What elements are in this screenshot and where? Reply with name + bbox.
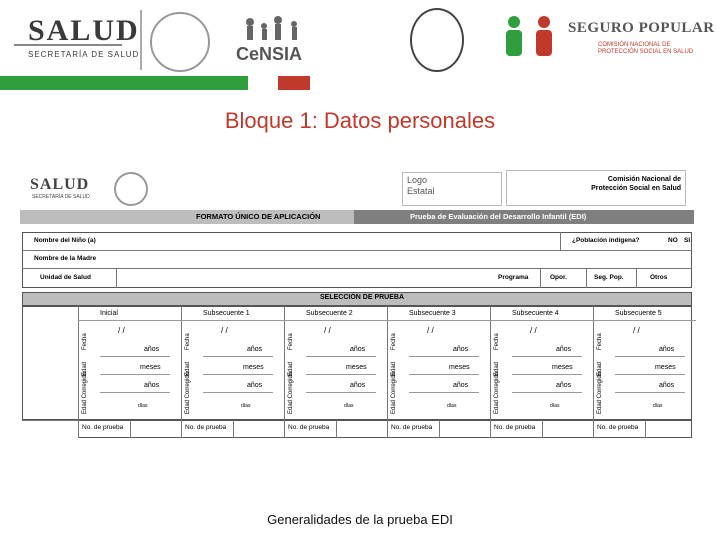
column-divider [490, 306, 491, 438]
fecha-vertical-label: Fecha [82, 333, 88, 350]
corregida-line [409, 392, 479, 393]
mexico-seal-icon [150, 12, 210, 72]
page-title: Bloque 1: Datos personales [224, 108, 496, 133]
form-salud-logo: SALUD [30, 176, 90, 193]
form-seal-icon [114, 172, 148, 206]
column-title-line [181, 320, 284, 321]
unidad-col-line [116, 268, 117, 288]
column-title-line [490, 320, 593, 321]
date-slashes: / / [530, 326, 537, 335]
test-grid [22, 306, 692, 420]
date-slashes: / / [221, 326, 228, 335]
anos-label: años [453, 346, 469, 353]
seleccion-label: SELECCIÓN DE PRUEBA [320, 294, 405, 301]
poblacion-label: ¿Población indígena? [572, 237, 640, 244]
meses-label: meses [655, 364, 676, 371]
seguro-popular-figures-icon [500, 14, 564, 58]
anos-corregida-label: años [556, 382, 572, 389]
corregida-line [615, 392, 685, 393]
formato-label: FORMATO ÚNICO DE APLICACIÓN [196, 212, 321, 221]
anos-corregida-label: años [247, 382, 263, 389]
slide-caption: Generalidades de la prueba EDI [267, 512, 453, 527]
no-prueba-label: No. de prueba [82, 424, 124, 431]
salud-logo-subtitle: SECRETARÍA DE SALUD [28, 50, 140, 59]
anos-label: años [247, 346, 263, 353]
anos-corregida-label: años [144, 382, 160, 389]
edad-vertical-label: Edad [391, 361, 397, 376]
prueba-column-title: Subsecuente 3 [409, 310, 456, 317]
no-prueba-label: No. de prueba [185, 424, 227, 431]
prueba-column-title: Subsecuente 5 [615, 310, 662, 317]
edad-vertical-label: Edad [288, 361, 294, 376]
date-slashes: / / [324, 326, 331, 335]
no-prueba-divider [645, 420, 646, 438]
si-label: SI [684, 237, 691, 244]
edad-corregida-vertical-label: Edad Corregida [185, 371, 191, 414]
meses-line [615, 374, 685, 375]
column-divider [284, 306, 285, 438]
column-title-line [284, 320, 387, 321]
dias-label: días [241, 403, 251, 409]
no-prueba-label: No. de prueba [391, 424, 433, 431]
anos-label: años [556, 346, 572, 353]
dias-label: días [447, 403, 457, 409]
fecha-vertical-label: Fecha [288, 333, 294, 350]
corregida-line [100, 392, 170, 393]
red-bar-segment [278, 76, 310, 90]
edi-form [20, 166, 694, 440]
corregida-line [512, 392, 582, 393]
column-divider [593, 306, 594, 438]
institution-seal-icon [410, 8, 464, 72]
opor-label: Opor. [550, 274, 567, 281]
edad-vertical-label: Edad [82, 361, 88, 376]
unidad-label: Unidad de Salud [40, 274, 91, 281]
no-label: NO [668, 237, 678, 244]
prueba-column-title: Subsecuente 4 [512, 310, 559, 317]
anos-corregida-label: años [453, 382, 469, 389]
anos-label: años [659, 346, 675, 353]
fecha-vertical-label: Fecha [494, 333, 500, 350]
anos-label: años [144, 346, 160, 353]
column-title-line [78, 320, 181, 321]
edad-line [409, 356, 479, 357]
meses-label: meses [449, 364, 470, 371]
nombre-madre-label: Nombre de la Madre [34, 255, 97, 262]
date-slashes: / / [633, 326, 640, 335]
form-salud-sub: SECRETARÍA DE SALUD [32, 194, 90, 200]
fecha-vertical-label: Fecha [185, 333, 191, 350]
corregida-line [306, 392, 376, 393]
no-prueba-label: No. de prueba [597, 424, 639, 431]
dias-label: días [344, 403, 354, 409]
column-divider [387, 306, 388, 438]
column-divider [181, 306, 182, 438]
id-col-line [560, 232, 561, 250]
fecha-vertical-label: Fecha [597, 333, 603, 350]
opor-col-line [586, 268, 587, 288]
meses-label: meses [346, 364, 367, 371]
programa-col-line [540, 268, 541, 288]
censia-figures-icon [240, 16, 310, 46]
anos-label: años [350, 346, 366, 353]
seguro-popular-sub1: COMISIÓN NACIONAL DE [598, 42, 671, 48]
corregida-line [203, 392, 273, 393]
edad-corregida-vertical-label: Edad Corregida [597, 371, 603, 414]
dias-label: días [653, 403, 663, 409]
edad-vertical-label: Edad [494, 361, 500, 376]
prueba-column-title: Subsecuente 2 [306, 310, 353, 317]
no-prueba-label: No. de prueba [288, 424, 330, 431]
fecha-vertical-label: Fecha [391, 333, 397, 350]
prueba-column-title: Subsecuente 1 [203, 310, 250, 317]
id-row-line-2 [22, 268, 692, 269]
edad-line [615, 356, 685, 357]
column-divider [78, 306, 79, 438]
no-prueba-divider [439, 420, 440, 438]
date-slashes: / / [118, 326, 125, 335]
dias-label: días [138, 403, 148, 409]
edad-line [306, 356, 376, 357]
no-prueba-divider [233, 420, 234, 438]
anos-corregida-label: años [350, 382, 366, 389]
edad-vertical-label: Edad [185, 361, 191, 376]
meses-line [409, 374, 479, 375]
header-divider [140, 10, 142, 70]
otros-label: Otros [650, 274, 668, 281]
seg-pop-label: Seg. Pop. [594, 274, 624, 281]
meses-line [100, 374, 170, 375]
no-prueba-divider [542, 420, 543, 438]
edad-line [203, 356, 273, 357]
meses-label: meses [140, 364, 161, 371]
seguro-popular-sub2: PROTECCIÓN SOCIAL EN SALUD [598, 49, 694, 55]
seguro-popular-logo: SEGURO POPULAR [568, 20, 715, 36]
anos-corregida-label: años [659, 382, 675, 389]
nombre-nino-label: Nombre del Niño (a) [34, 237, 96, 244]
edad-corregida-vertical-label: Edad Corregida [391, 371, 397, 414]
programa-label: Programa [498, 274, 529, 281]
white-bar-segment [248, 76, 278, 90]
seg-pop-col-line [636, 268, 637, 288]
no-prueba-divider [130, 420, 131, 438]
prueba-column-title: Inicial [100, 310, 118, 317]
date-slashes: / / [427, 326, 434, 335]
meses-line [203, 374, 273, 375]
logo-estatal-box: Logo Estatal [402, 172, 502, 206]
edad-corregida-vertical-label: Edad Corregida [494, 371, 500, 414]
edad-corregida-vertical-label: Edad Corregida [82, 371, 88, 414]
comision-box: Comisión Nacional de Protección Social en Salud [506, 170, 686, 206]
meses-label: meses [243, 364, 264, 371]
id-row-line-1 [22, 250, 692, 251]
meses-label: meses [552, 364, 573, 371]
edad-line [100, 356, 170, 357]
no-prueba-label: No. de prueba [494, 424, 536, 431]
edad-line [512, 356, 582, 357]
meses-line [306, 374, 376, 375]
edad-corregida-vertical-label: Edad Corregida [288, 371, 294, 414]
prueba-label: Prueba de Evaluación del Desarrollo Infantil (EDI) [410, 212, 587, 221]
no-prueba-divider [336, 420, 337, 438]
column-title-line [593, 320, 696, 321]
salud-logo: SALUD [28, 14, 140, 47]
column-title-line [387, 320, 490, 321]
meses-line [512, 374, 582, 375]
dias-label: días [550, 403, 560, 409]
censia-logo: CeNSIA [236, 44, 303, 64]
edad-vertical-label: Edad [597, 361, 603, 376]
